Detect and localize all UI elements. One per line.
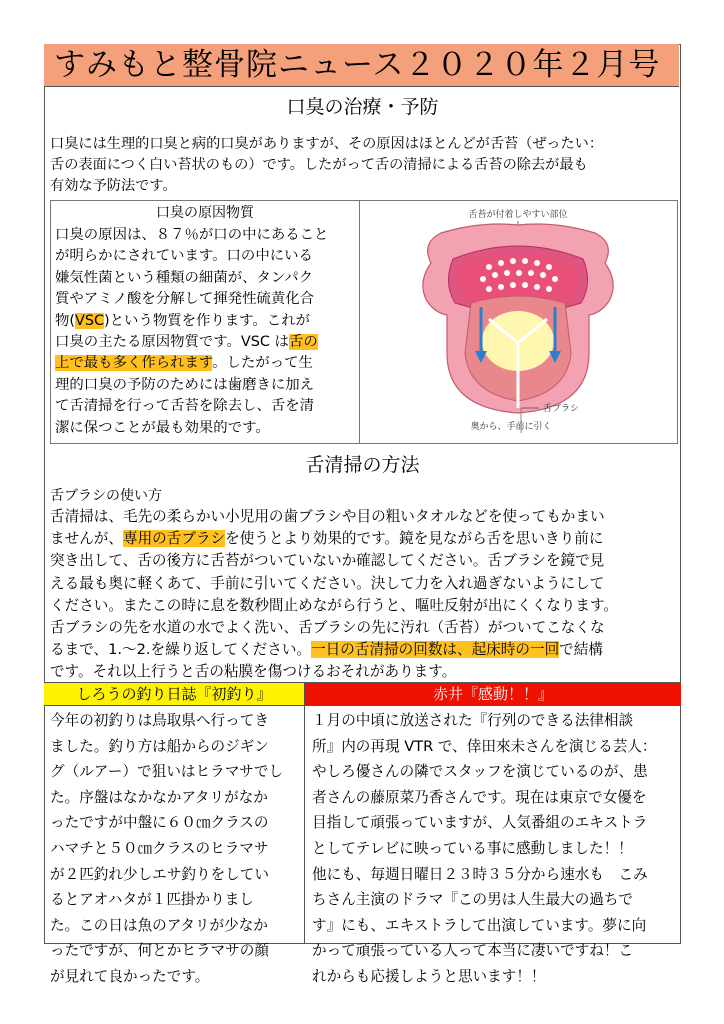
akai-line: としてテレビに映っている事に感動しました！！ [312,839,633,857]
text-run: 。したがって生 [212,355,313,372]
akai-text [312,708,678,990]
fishing-line: が２匹釣れ少しエサ釣りをしてい [50,865,269,883]
illustration-label-brush: 舌ブラシ [543,404,580,414]
tongue-cleaning-title: 舌清掃の方法 [305,454,420,476]
intro-line: 口臭には生理的口臭と病的口臭がありますが、その原因はほとんどが舌苔（ぜったい： [50,136,604,152]
akai-line: １月の中頃に放送された『行列のできる法律相談 [312,712,634,729]
akai-line: 所』内の再現 VTR で、倖田來未さんを演じる芸人： [312,737,657,755]
cause-line: 理的口臭の予防のためには歯磨きに加え [55,376,315,393]
fishing-title: しろうの釣り日誌『初釣り』 [44,683,304,705]
fishing-text [50,708,302,990]
newsletter-title: すみもと整骨院ニュース２０２０年２月号 [54,47,661,83]
tongue-cleaning-text [50,506,680,684]
cause-line [55,332,355,353]
akai-line: かって頑張っている人って本当に凄いですね！こ [312,942,634,960]
cause-line: て舌清掃を行って舌苔を除去し、舌を清 [55,398,315,415]
highlight-most: 上で最も多く作られます [55,355,213,372]
akai-line: 他にも、毎週日曜日２３時３５分から速水も こみ [312,865,648,883]
highlight-tongue: 舌の [288,334,318,351]
method-line: える最も奥に軽くあて、手前に引いてください。決して力を入れ過ぎないようにして [50,574,605,592]
columns-header [44,682,681,706]
fishing-line: 今年の初釣りは鳥取県へ行ってき [50,712,269,729]
header-banner [44,44,679,87]
method-line [50,528,680,550]
akai-line: やしろ優さんの隣でスタッフを演じているのが、患 [312,763,648,781]
intro-line: 舌の表面につく白い苔状のもの）です。したがって舌の清掃による舌苔の除去が最も [50,157,588,173]
highlight-vsc: VSC [75,312,105,329]
text-run: ませんが、 [50,530,123,548]
fishing-line: ったですが中盤に６０㎝クラスの [50,814,269,832]
illustration-label-top: 舌苔が付着しやすい部位 [468,210,568,220]
akai-line: れからも応援しようと思います！！ [312,967,546,985]
newsletter-page [44,44,681,985]
illustration-label-bottom: 奥から、手前に引く [470,422,552,432]
method-line [50,639,680,661]
cause-text [55,225,355,439]
fishing-line: た。序盤はなかなかアタリがなか [50,788,268,806]
bad-breath-title: 口臭の治療・予防 [286,96,439,118]
method-line: 突き出して、舌の後方に舌苔がついていないか確認してください。舌ブラシを鏡で見 [50,552,605,570]
akai-title: 赤井『感動！！』 [305,683,681,705]
text-run: るまで、1.～2.を繰り返してください。 [50,641,312,659]
method-line: 舌ブラシの先を水道の水でよく洗い、舌ブラシの先に汚れ（舌苔）がついてこなくな [50,619,605,637]
method-line: です。それ以上行うと舌の粘膜を傷つけるおそれがあります。 [50,663,457,681]
cause-line: 質やアミノ酸を分解して揮発性硫黄化合 [55,291,315,308]
fishing-line: ったですが、何とかヒラマサの顔 [50,942,269,960]
fishing-line: た。この日は魚のアタリが少なか [50,916,268,934]
text-run: 口臭の主たる原因物質です。VSC は [55,334,289,351]
cause-line [55,353,355,374]
fishing-line: るとアオハタが１匹掛かりまし [50,891,254,909]
bad-breath-intro [50,134,678,197]
cause-line: 潔に保つことが最も効果的です。 [55,419,270,436]
tongue-illustration [361,203,675,441]
cause-box [50,200,678,444]
method-line: ください。またこの時に息を数秒間止めながら行うと、嘔吐反射が出にくくなります。 [50,596,618,614]
column-divider [304,682,305,944]
fishing-line: ました。釣り方は船からのジギン [50,737,269,755]
text-run: 物( [55,312,76,329]
method-line: 舌清掃は、毛先の柔らかい小児用の歯ブラシや目の粗いタオルなどを使ってもかまい [50,508,605,525]
cause-title: 口臭の原因物質 [156,205,254,221]
text-run: を使うとより効果的です。鏡を見ながら舌を思いきり前に [225,530,604,548]
cause-line: 嫌気性菌という種類の細菌が、タンパク [55,269,314,286]
text-run: )という物質を作ります。これが [104,312,310,329]
highlight-once-daily: 一日の舌清掃の回数は、起床時の一回 [311,641,560,659]
cause-line: 口臭の原因は、８７％が口の中にあること [55,227,329,243]
akai-line: 目指して頑張っていますが、人気番組のエキストラ [312,814,648,832]
akai-line: す』にも、エキストラして出演しています。夢に向 [312,916,647,934]
fishing-line: グ（ルアー）で狙いはヒラマサでし [50,763,284,781]
cause-divider [359,201,360,443]
tongue-cleaning-subtitle: 舌ブラシの使い方 [50,488,162,504]
highlight-dedicated-brush: 専用の舌ブラシ [122,530,226,548]
intro-line: 有効な予防法です。 [50,178,177,194]
cause-line [55,311,355,332]
cause-line: が明らかにされています。口の中にいる [55,248,313,265]
text-run: で結構 [559,641,603,659]
fishing-line: が見れて良かったです。 [50,967,210,985]
fishing-line: ハマチと５０㎝クラスのヒラマサ [50,839,269,857]
akai-line: 者さんの藤原菜乃香さんです。現在は東京で女優を [312,788,647,806]
akai-line: ちさん主演のドラマ『この男は人生最大の過ちで [312,891,633,909]
